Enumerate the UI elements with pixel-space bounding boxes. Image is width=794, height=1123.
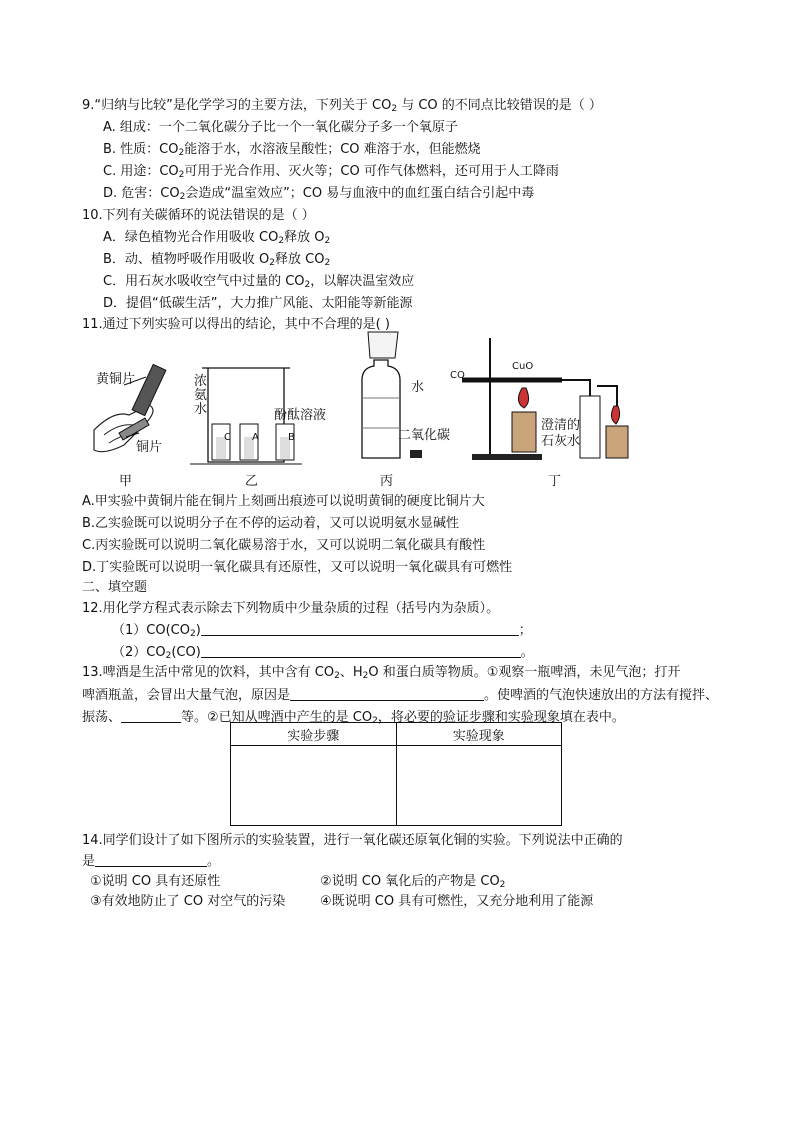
q13-line-1-b: 、H: [339, 665, 363, 680]
label-beaker-c: C: [224, 432, 231, 443]
q11-option-d: D.丁实验既可以说明一氧化碳具有还原性，又可以说明一氧化碳具有可燃性: [82, 560, 513, 575]
label-brass: 黄铜片: [96, 372, 136, 387]
q9-stem-a: 9.“归纳与比较”是化学学习的主要方法，下列关于 CO: [82, 98, 392, 113]
q12-item-1: [112, 622, 532, 642]
q14-option-1: ①说明 CO 具有还原性: [90, 874, 221, 889]
subscript: 2: [372, 716, 378, 726]
subscript: 2: [179, 192, 186, 202]
q14-option-2-a: ②说明 CO 氧化后的产物是 CO: [320, 874, 500, 889]
q11-option-c: C.丙实验既可以说明二氧化碳易溶于水，又可以说明二氧化碳具有酸性: [82, 538, 486, 553]
q12-item-2-b: (CO): [171, 645, 201, 660]
q12-item-1-end: ；: [518, 623, 532, 638]
label-jia: 甲: [119, 474, 133, 489]
subscript: 2: [178, 170, 185, 180]
subscript: 2: [391, 104, 398, 114]
figure-bing-co2-bottle: [340, 328, 430, 468]
label-ammonia-2: 氨: [194, 388, 208, 403]
label-yi: 乙: [245, 474, 259, 489]
subscript: 2: [189, 629, 196, 639]
q11-option-a: A.甲实验中黄铜片能在铜片上刻画出痕迹可以说明黄铜的硬度比铜片大: [82, 494, 485, 509]
subscript: 2: [499, 880, 506, 890]
subscript: 2: [178, 148, 185, 158]
q11-stem: 11.通过下列实验可以得出的结论，其中不合理的是( ): [82, 317, 390, 332]
q9-stem-b: 与 CO 的不同点比较错误的是（ ）: [397, 98, 602, 113]
q13-line-1-c: O 和蛋白质等物质。①观察一瓶啤酒，未见气泡；打开: [368, 665, 681, 680]
q12-item-2: [112, 644, 534, 664]
q13-line-2: [82, 687, 718, 704]
q10-stem: 10.下列有关碳循环的说法错误的是（ ）: [82, 208, 315, 223]
q10-option-a-a: A．绿色植物光合作用吸收 CO: [103, 230, 279, 245]
section-heading-fill-in: 二、填空题: [82, 580, 148, 595]
table-header-steps: 实验步骤: [231, 723, 397, 746]
label-bing: 丙: [380, 474, 394, 489]
q9-option-c-a: C. 用途：CO: [103, 164, 179, 179]
subscript: 2: [278, 236, 285, 246]
q10-option-b: [103, 252, 330, 271]
q13-experiment-table: [230, 722, 562, 826]
table-cell-phenomena[interactable]: [396, 746, 562, 826]
q9-option-a: [103, 120, 458, 136]
q10-option-d: D．提倡“低碳生活”，大力推广风能、太阳能等新能源: [103, 296, 413, 311]
subscript: 2: [362, 671, 369, 681]
figure-ding-co-reduction: [442, 336, 632, 466]
q10-option-c-a: C．用石灰水吸收空气中过量的 CO: [103, 274, 305, 289]
label-co-inlet: CO: [450, 370, 465, 381]
q13-line-1: [82, 665, 680, 684]
q11-option-b: B.乙实验既可以说明分子在不停的运动着，又可以说明氨水显碱性: [82, 516, 460, 531]
subscript: 2: [269, 258, 276, 268]
subscript: 2: [334, 671, 340, 681]
label-beaker-b: B: [288, 432, 295, 443]
q13-line-2-a: 啤酒瓶盖，会冒出大量气泡，原因是: [82, 688, 291, 703]
label-beaker-a: A: [252, 432, 259, 443]
q12-item-1-b: ): [195, 623, 201, 638]
q12-item-1-a: （1）CO(CO: [112, 623, 190, 638]
q13-blank-method[interactable]: [121, 709, 181, 723]
label-co2-bottle: 二氧化碳: [398, 428, 451, 443]
q13-line-3-b: 等。②已知从啤酒中产生的是 CO: [181, 710, 373, 725]
q14-line-1: 14.同学们设计了如下图所示的实验装置，进行一氧化碳还原氧化铜的实验。下列说法中正确的: [82, 833, 623, 848]
q10-option-a-b: 释放 O: [284, 230, 325, 245]
q14-line-2-a: 是: [82, 854, 96, 869]
q14-line-2: [82, 853, 220, 870]
table-cell-steps[interactable]: [231, 746, 397, 826]
subscript: 2: [324, 236, 331, 246]
q9-option-c-b: 可用于光合作用、灭火等；CO 可作气体燃料，还可用于人工降雨: [184, 164, 559, 179]
q12-blank-1[interactable]: [201, 622, 519, 636]
q12-item-2-a: （2）CO: [112, 645, 166, 660]
q9-option-d: [103, 186, 534, 205]
q9-stem: [82, 98, 602, 117]
q13-line-3-a: 振荡、: [82, 710, 122, 725]
q14-option-2: [320, 874, 505, 893]
q9-option-c: [103, 164, 559, 183]
q14-option-3: ③有效地防止了 CO 对空气的污染: [90, 894, 286, 909]
q13-blank-reason[interactable]: [290, 687, 484, 701]
q14-option-4: ④既说明 CO 具有可燃性，又充分地利用了能源: [320, 894, 594, 909]
q14-line-2-b: 。: [207, 854, 221, 869]
q9-option-d-b: 会造成“温室效应”；CO 易与血液中的血红蛋白结合引起中毒: [185, 186, 535, 201]
q12-item-2-end: 。: [520, 645, 534, 660]
q9-option-b: [103, 142, 481, 161]
q10-option-b-b: 释放 CO: [275, 252, 325, 267]
q10-option-c: [103, 274, 414, 293]
q9-option-b-b: 能溶于水，水溶液呈酸性；CO 难溶于水，但能燃烧: [184, 142, 481, 157]
q10-option-a: [103, 230, 330, 249]
q13-line-2-b: 。使啤酒的气泡快速放出的方法有搅拌、: [484, 688, 719, 703]
q12-blank-2[interactable]: [201, 644, 521, 658]
q9-option-b-a: B. 性质：CO: [103, 142, 179, 157]
q9-option-a-text: A. 组成：一个二氧化碳分子比一个一氧化碳分子多一个氧原子: [103, 120, 458, 135]
label-ammonia-1: 浓: [194, 374, 208, 389]
label-ding: 丁: [548, 474, 562, 489]
q9-option-d-a: D. 危害：CO: [103, 186, 180, 201]
q13-line-3-c: ，将必要的验证步骤和实验现象填在表中。: [377, 710, 625, 725]
label-copper: 铜片: [136, 440, 163, 455]
label-ammonia-3: 水: [194, 402, 208, 417]
subscript: 2: [324, 258, 331, 268]
label-water: 水: [411, 380, 425, 395]
label-cuo: CuO: [512, 361, 534, 372]
subscript: 2: [165, 651, 172, 661]
label-phenolphthalein: 酚酞溶液: [274, 408, 327, 423]
q10-option-c-b: ，以解决温室效应: [310, 274, 415, 289]
table-header-phenomena: 实验现象: [396, 723, 562, 746]
q14-blank-answer[interactable]: [95, 853, 207, 867]
subscript: 2: [304, 280, 311, 290]
q12-stem: 12.用化学方程式表示除去下列物质中少量杂质的过程（括号内为杂质）。: [82, 601, 500, 616]
label-lime-2: 石灰水: [541, 434, 581, 449]
q13-line-1-a: 13.啤酒是生活中常见的饮料，其中含有 CO: [82, 665, 335, 680]
label-lime-1: 澄清的: [541, 418, 581, 433]
q10-option-b-a: B．动、植物呼吸作用吸收 O: [103, 252, 270, 267]
